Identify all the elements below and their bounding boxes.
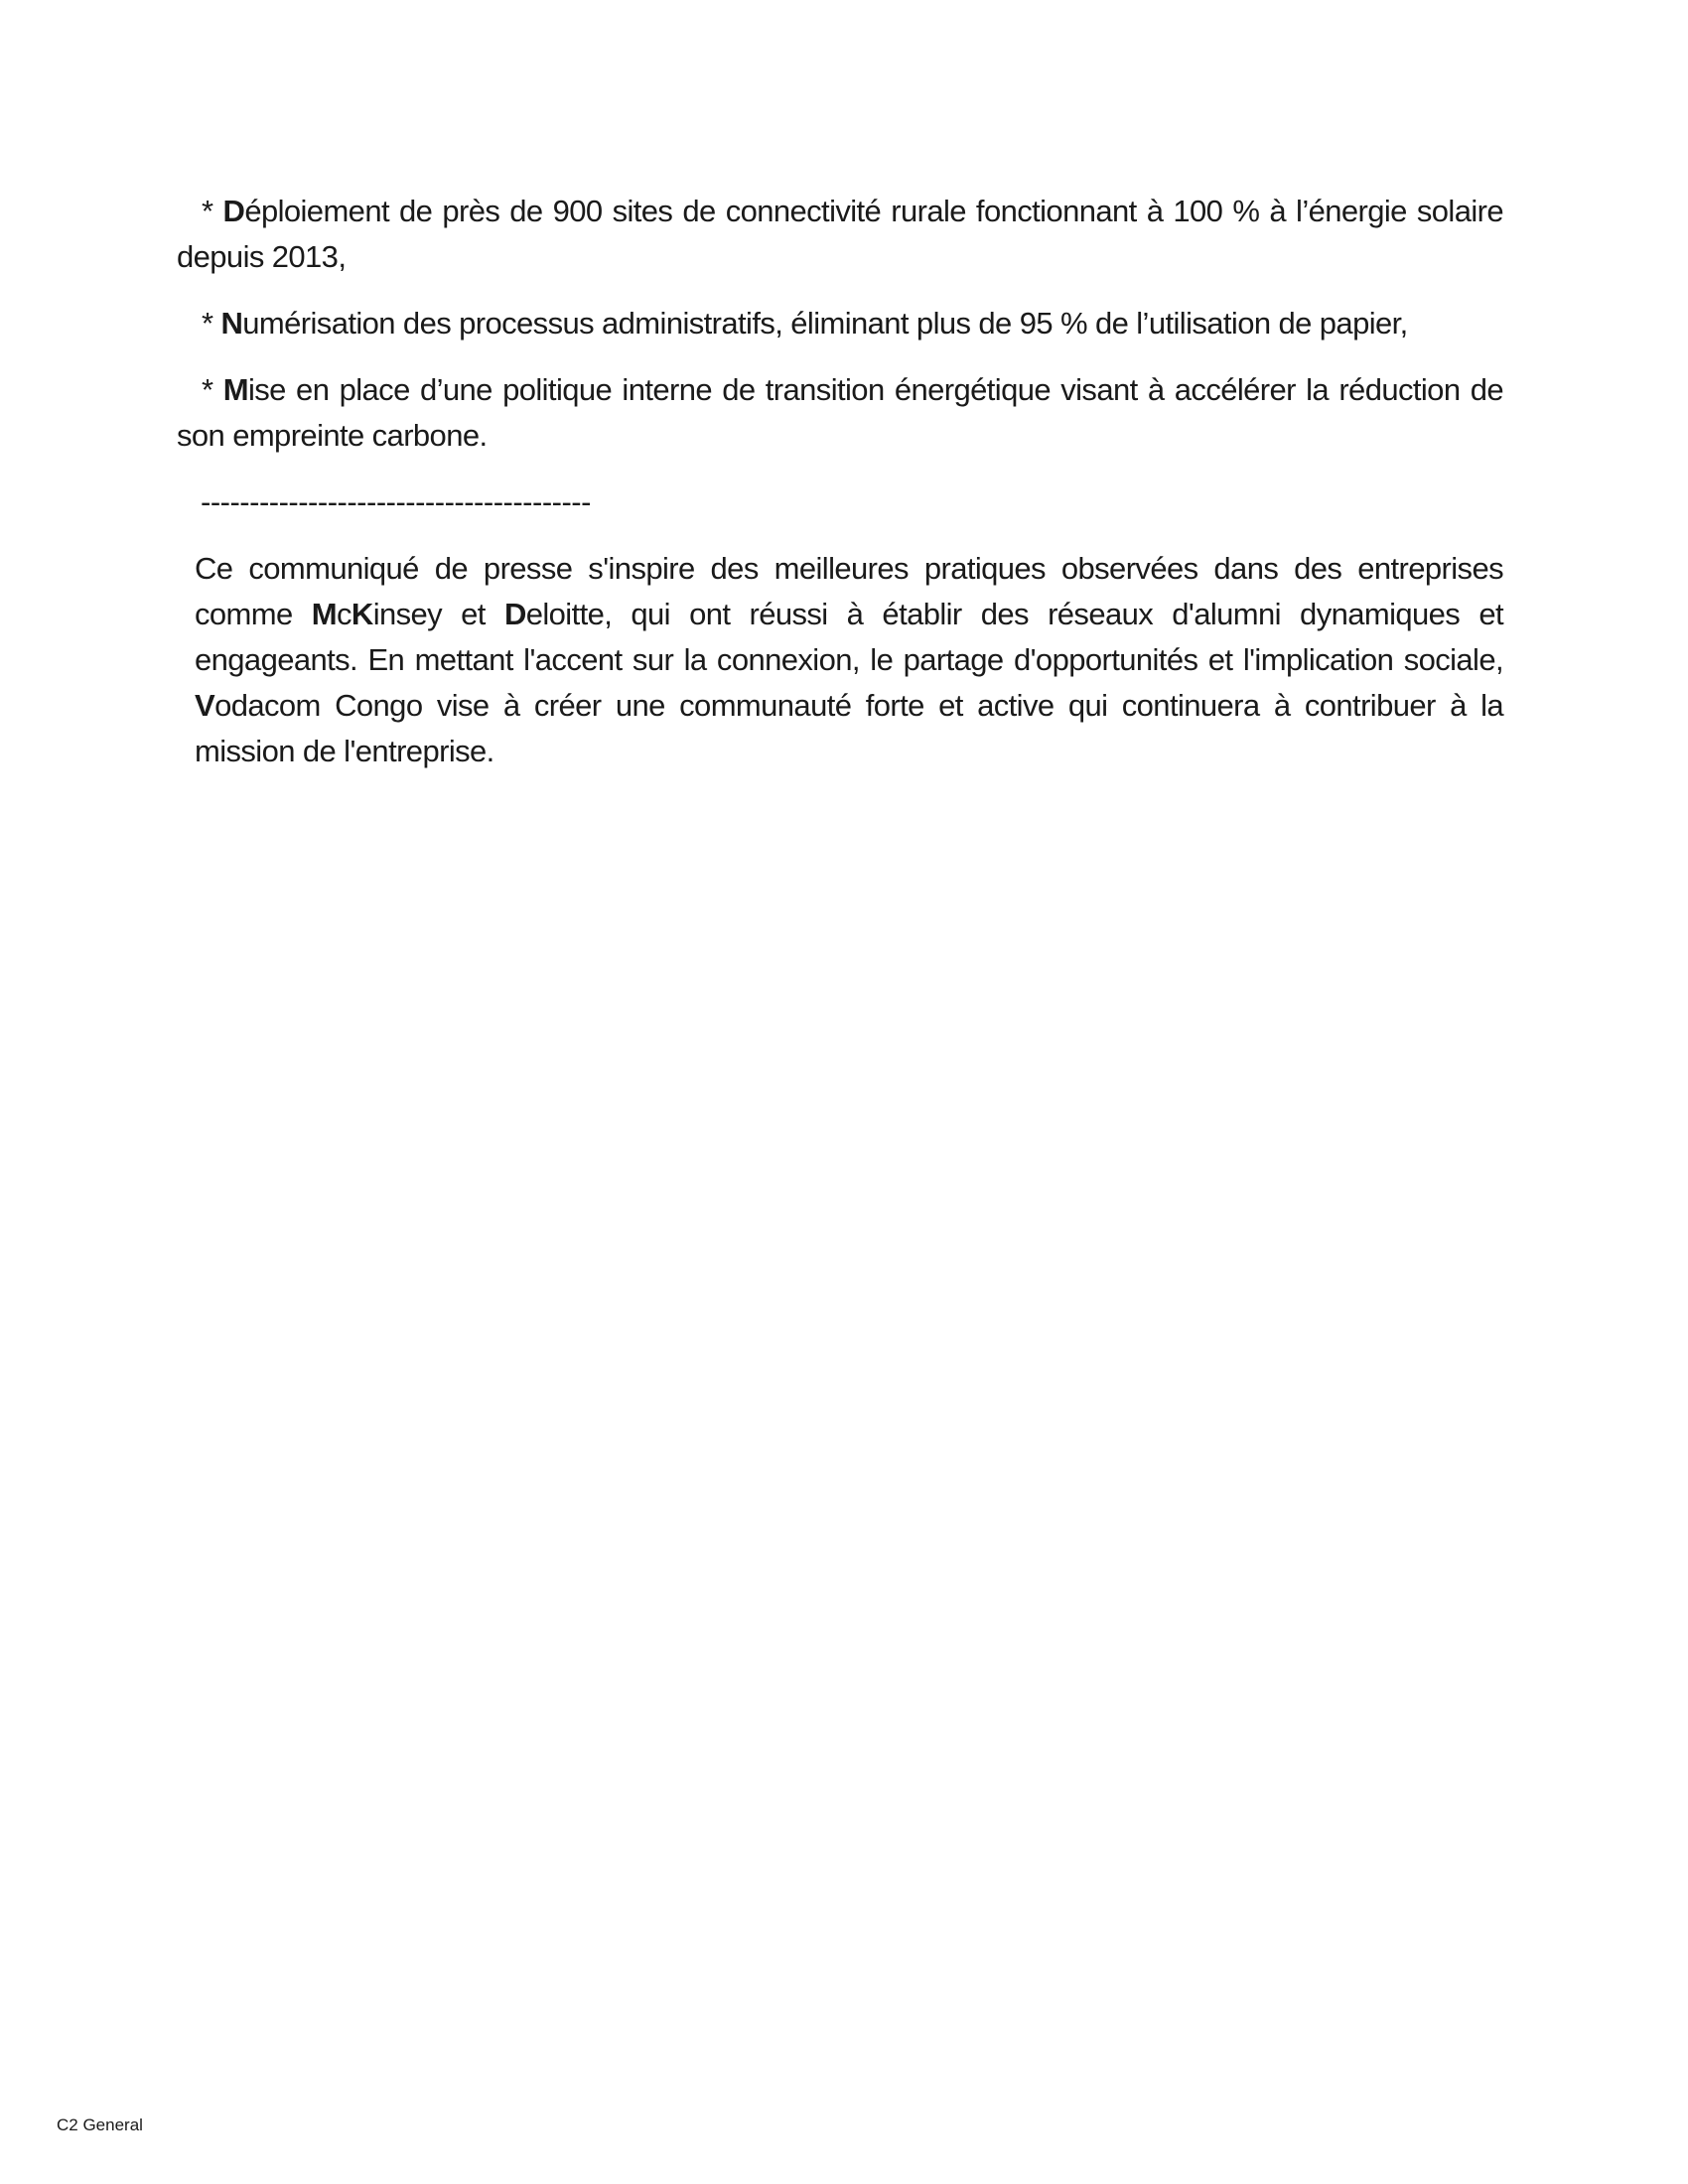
bold-letter: N xyxy=(220,306,243,341)
text-segment: * xyxy=(202,194,223,228)
classification-label: C2 General xyxy=(57,2116,143,2134)
text-segment: Ce communiqué de presse s'inspire des meilleures pratiques observées dans des entreprises comme xyxy=(195,551,1503,631)
text-segment: odacom Congo vise à créer une communauté forte et active qui continuera à contribuer à la mission de l'entreprise. xyxy=(195,688,1503,768)
text-segment: * xyxy=(202,306,221,341)
text-segment: ---------------------------------------- xyxy=(201,484,591,519)
bold-letter: V xyxy=(195,688,215,723)
text-segment: * xyxy=(202,372,223,407)
paragraph xyxy=(177,301,1503,346)
paragraph xyxy=(195,546,1503,774)
paragraph xyxy=(177,367,1503,459)
paragraph xyxy=(177,189,1503,280)
text-segment: umérisation des processus administratifs, éliminant plus de 95 % de l’utilisation de papier, xyxy=(242,306,1408,341)
bold-letter: D xyxy=(222,194,245,228)
text-segment: eloitte, qui ont réussi à établir des réseaux d'alumni dynamiques et engageants. En mettant l'accent sur la connexion, le partage d'opportunités et l'implication sociale, xyxy=(195,597,1503,677)
divider-dashes xyxy=(201,479,1503,525)
text-segment: éploiement de près de 900 sites de connectivité rurale fonctionnant à 100 % à l’énergie solaire depuis 2013, xyxy=(177,194,1503,274)
footer xyxy=(57,2115,143,2136)
bold-letter: D xyxy=(503,597,526,631)
document-body xyxy=(177,189,1503,795)
bold-letter: M xyxy=(222,372,248,407)
text-segment: ise en place d’une politique interne de transition énergétique visant à accélérer la réduction de son empreinte carbone. xyxy=(177,372,1503,453)
text-segment: c xyxy=(336,597,352,631)
bold-letter: M xyxy=(311,597,337,631)
text-segment: insey et xyxy=(372,597,504,631)
bold-letter: K xyxy=(351,597,373,631)
